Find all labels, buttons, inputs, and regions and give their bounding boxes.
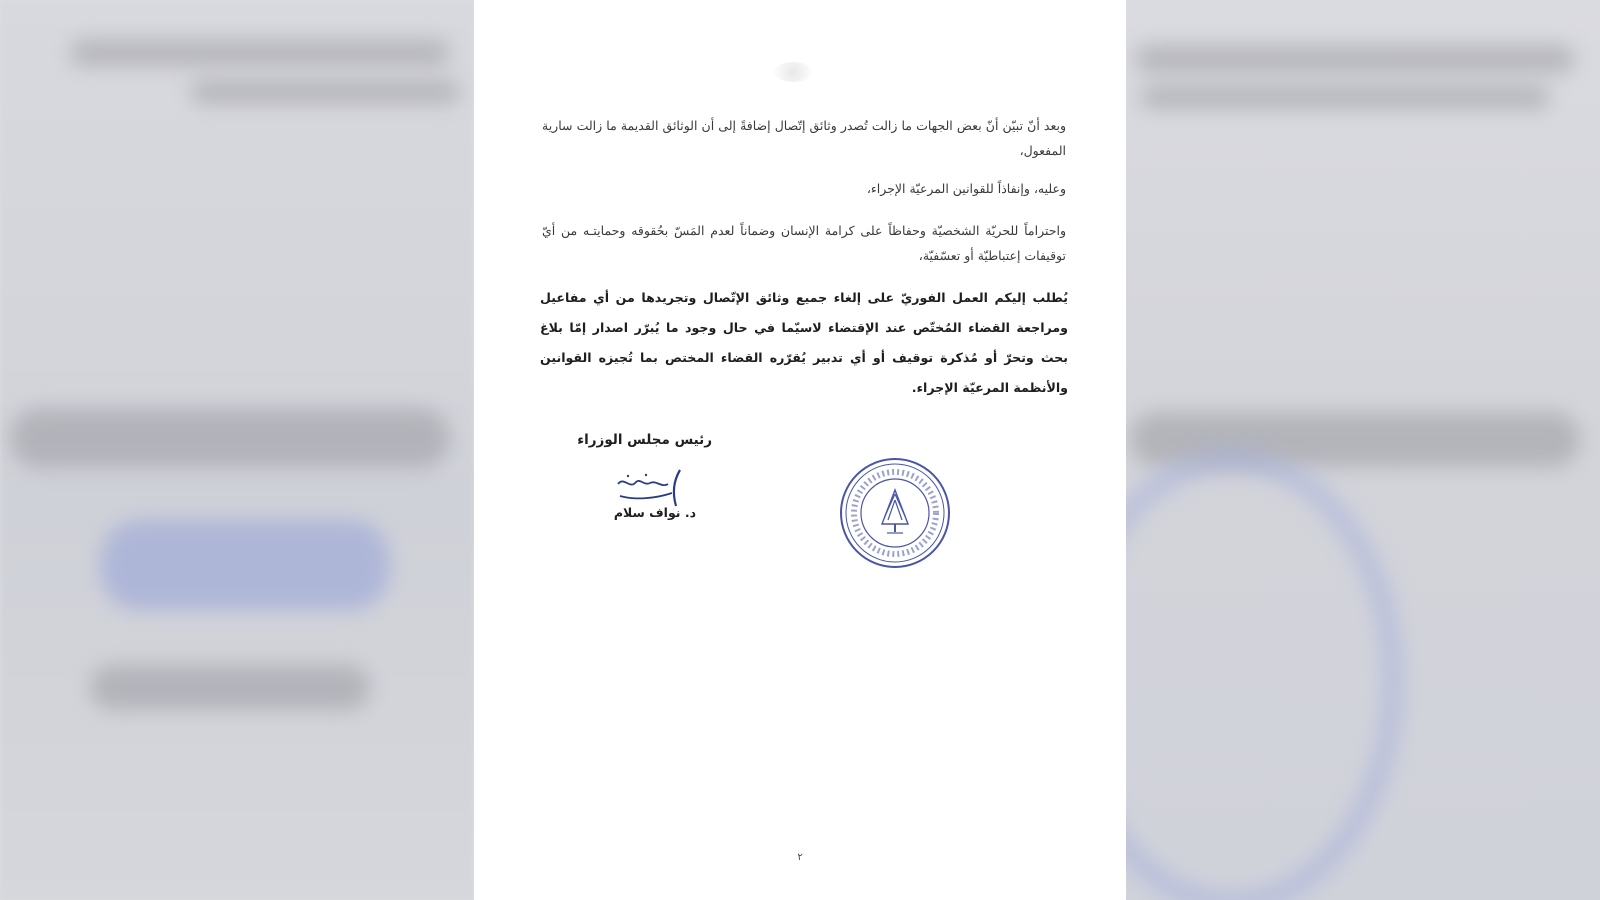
signatory-title: رئيس مجلس الوزراء	[577, 432, 712, 448]
blurred-text-block	[1135, 45, 1575, 73]
handwritten-signature	[610, 466, 700, 508]
paragraph-2: وعليه، وإنفاذاً للقوانين المرعيّة الإجراء،	[866, 181, 1066, 196]
blurred-text-block	[190, 80, 460, 104]
blurred-text-block	[90, 665, 370, 710]
paragraph-3: واحتراماً للحريّة الشخصيّة وحفاظاً على كرامة الإنسان وضماناً لعدم المَسّ بحُقوقه وحمايتـه من أيّ توقيفات إعتباطيّة أو تعسّفيّة،	[542, 223, 1066, 263]
blurred-signature-block	[100, 520, 390, 610]
scan-smudge	[774, 62, 812, 82]
page-number: ٢	[797, 852, 803, 863]
blurred-text-block	[1140, 85, 1550, 109]
paragraph-1: وبعد أنّ تبيّن أنّ بعض الجهات ما زالت تُصدر وثائق إتّصال إضافةً إلى أن الوثائق القديمة ما زالت سارية المفعول،	[542, 118, 1066, 158]
document-page	[474, 0, 1126, 900]
signatory-name: د. نواف سلام	[613, 505, 696, 520]
directive-paragraph: يُطلب إليكم العمل الفوريّ على إلغاء جميع وثائق الإتّصال وتجريدها من أي مفاعيل ومراجعة القضاء المُختّص عند الإقتضاء لاسيّما في حال وجود ما يُبرّر اصدار إمّا بلاغ بحث وتحرّ أو مُذكرة توقيف أو أي تدبير يُقرّره القضاء المختص بما تُجيزه القوانين والأنظمة المرعيّة الإجراء.	[540, 290, 1068, 395]
blurred-text-block	[10, 408, 450, 468]
blurred-text-block	[70, 40, 450, 66]
official-seal-stamp	[838, 456, 952, 570]
